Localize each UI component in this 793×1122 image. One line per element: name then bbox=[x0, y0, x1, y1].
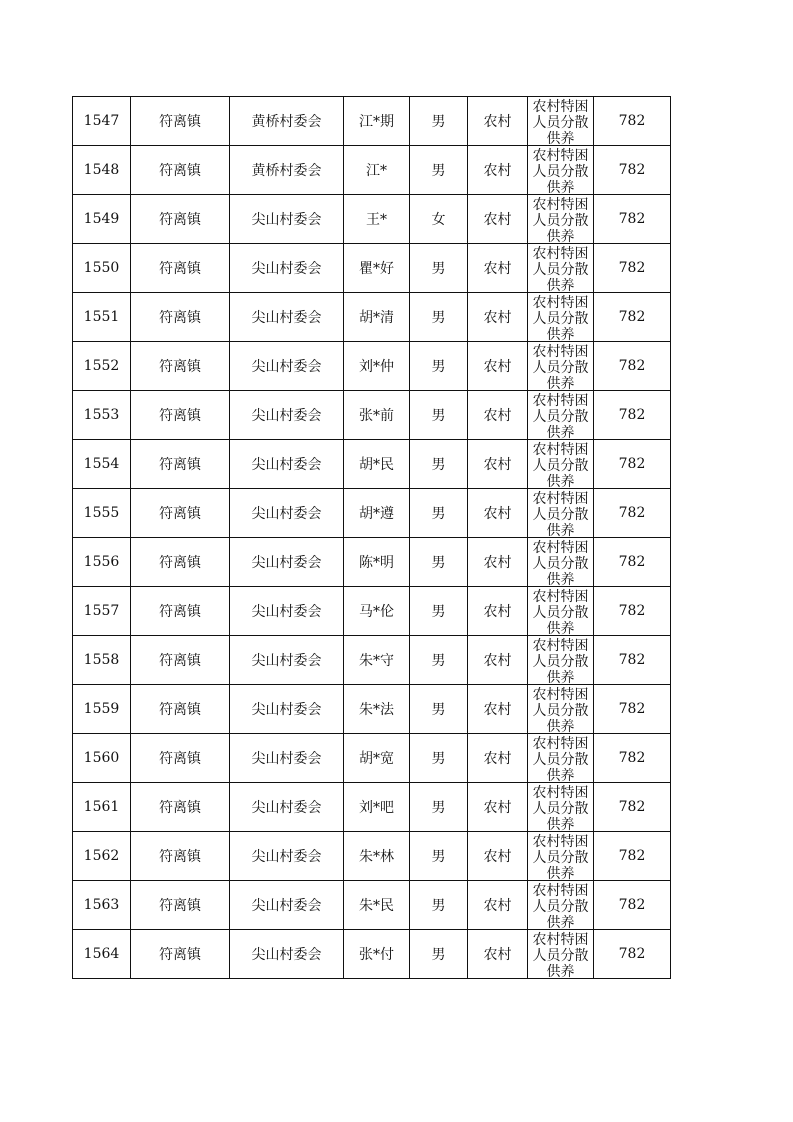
cell-area: 农村 bbox=[468, 244, 528, 293]
cell-village-committee: 尖山村委会 bbox=[230, 489, 344, 538]
cell-record-number: 1561 bbox=[73, 783, 131, 832]
table-row bbox=[73, 244, 671, 293]
cell-town: 符离镇 bbox=[131, 881, 230, 930]
cell-area: 农村 bbox=[468, 195, 528, 244]
cell-support-type bbox=[528, 832, 594, 881]
table-row bbox=[73, 636, 671, 685]
cell-amount: 782 bbox=[594, 342, 671, 391]
cell-area: 农村 bbox=[468, 587, 528, 636]
cell-gender: 男 bbox=[410, 636, 468, 685]
cell-support-type bbox=[528, 783, 594, 832]
cell-name: 马*伦 bbox=[344, 587, 410, 636]
cell-name: 胡*民 bbox=[344, 440, 410, 489]
cell-town: 符离镇 bbox=[131, 685, 230, 734]
cell-name: 刘*仲 bbox=[344, 342, 410, 391]
cell-gender: 男 bbox=[410, 342, 468, 391]
table-row bbox=[73, 587, 671, 636]
cell-support-type bbox=[528, 146, 594, 195]
cell-town: 符离镇 bbox=[131, 587, 230, 636]
table-row bbox=[73, 489, 671, 538]
cell-name: 朱*民 bbox=[344, 881, 410, 930]
support-type-text: 农村特困人员分散供养 bbox=[532, 196, 589, 243]
cell-record-number: 1555 bbox=[73, 489, 131, 538]
cell-record-number: 1562 bbox=[73, 832, 131, 881]
cell-support-type bbox=[528, 97, 594, 146]
cell-town: 符离镇 bbox=[131, 97, 230, 146]
cell-area: 农村 bbox=[468, 391, 528, 440]
cell-name: 胡*宽 bbox=[344, 734, 410, 783]
cell-amount: 782 bbox=[594, 391, 671, 440]
support-type-text: 农村特困人员分散供养 bbox=[532, 588, 589, 635]
cell-area: 农村 bbox=[468, 293, 528, 342]
cell-gender: 男 bbox=[410, 146, 468, 195]
cell-village-committee: 尖山村委会 bbox=[230, 832, 344, 881]
cell-support-type bbox=[528, 636, 594, 685]
table-body bbox=[73, 97, 671, 979]
cell-gender: 男 bbox=[410, 97, 468, 146]
cell-amount: 782 bbox=[594, 636, 671, 685]
cell-record-number: 1549 bbox=[73, 195, 131, 244]
cell-support-type bbox=[528, 342, 594, 391]
cell-support-type bbox=[528, 391, 594, 440]
table-row bbox=[73, 440, 671, 489]
cell-record-number: 1556 bbox=[73, 538, 131, 587]
cell-village-committee: 尖山村委会 bbox=[230, 734, 344, 783]
cell-record-number: 1554 bbox=[73, 440, 131, 489]
cell-area: 农村 bbox=[468, 685, 528, 734]
cell-gender: 男 bbox=[410, 685, 468, 734]
cell-name: 陈*明 bbox=[344, 538, 410, 587]
cell-gender: 男 bbox=[410, 489, 468, 538]
cell-area: 农村 bbox=[468, 342, 528, 391]
support-type-text: 农村特困人员分散供养 bbox=[532, 147, 589, 194]
cell-support-type bbox=[528, 734, 594, 783]
cell-area: 农村 bbox=[468, 930, 528, 979]
cell-record-number: 1563 bbox=[73, 881, 131, 930]
support-type-text: 农村特困人员分散供养 bbox=[532, 931, 589, 978]
table-row bbox=[73, 146, 671, 195]
cell-amount: 782 bbox=[594, 881, 671, 930]
table-row bbox=[73, 391, 671, 440]
cell-support-type bbox=[528, 195, 594, 244]
cell-gender: 男 bbox=[410, 930, 468, 979]
cell-town: 符离镇 bbox=[131, 342, 230, 391]
cell-support-type bbox=[528, 293, 594, 342]
cell-village-committee: 尖山村委会 bbox=[230, 342, 344, 391]
cell-amount: 782 bbox=[594, 195, 671, 244]
cell-name: 胡*清 bbox=[344, 293, 410, 342]
cell-village-committee: 尖山村委会 bbox=[230, 244, 344, 293]
cell-name: 朱*林 bbox=[344, 832, 410, 881]
cell-village-committee: 尖山村委会 bbox=[230, 391, 344, 440]
support-type-text: 农村特困人员分散供养 bbox=[532, 392, 589, 439]
support-type-text: 农村特困人员分散供养 bbox=[532, 833, 589, 880]
cell-village-committee: 尖山村委会 bbox=[230, 636, 344, 685]
table-row bbox=[73, 195, 671, 244]
cell-gender: 男 bbox=[410, 783, 468, 832]
beneficiary-table bbox=[72, 96, 671, 979]
cell-gender: 男 bbox=[410, 538, 468, 587]
cell-record-number: 1553 bbox=[73, 391, 131, 440]
cell-town: 符离镇 bbox=[131, 636, 230, 685]
cell-town: 符离镇 bbox=[131, 146, 230, 195]
cell-name: 王* bbox=[344, 195, 410, 244]
cell-amount: 782 bbox=[594, 783, 671, 832]
cell-amount: 782 bbox=[594, 440, 671, 489]
cell-town: 符离镇 bbox=[131, 293, 230, 342]
cell-village-committee: 黄桥村委会 bbox=[230, 97, 344, 146]
cell-town: 符离镇 bbox=[131, 440, 230, 489]
cell-record-number: 1558 bbox=[73, 636, 131, 685]
support-type-text: 农村特困人员分散供养 bbox=[532, 686, 589, 733]
cell-amount: 782 bbox=[594, 587, 671, 636]
cell-support-type bbox=[528, 685, 594, 734]
table-row bbox=[73, 734, 671, 783]
cell-area: 农村 bbox=[468, 832, 528, 881]
cell-name: 张*前 bbox=[344, 391, 410, 440]
support-type-text: 农村特困人员分散供养 bbox=[532, 441, 589, 488]
cell-record-number: 1557 bbox=[73, 587, 131, 636]
cell-area: 农村 bbox=[468, 783, 528, 832]
cell-name: 胡*遵 bbox=[344, 489, 410, 538]
support-type-text: 农村特困人员分散供养 bbox=[532, 735, 589, 782]
cell-area: 农村 bbox=[468, 538, 528, 587]
cell-village-committee: 尖山村委会 bbox=[230, 293, 344, 342]
cell-record-number: 1547 bbox=[73, 97, 131, 146]
cell-amount: 782 bbox=[594, 538, 671, 587]
support-type-text: 农村特困人员分散供养 bbox=[532, 245, 589, 292]
cell-support-type bbox=[528, 587, 594, 636]
cell-gender: 男 bbox=[410, 440, 468, 489]
cell-record-number: 1564 bbox=[73, 930, 131, 979]
cell-area: 农村 bbox=[468, 97, 528, 146]
support-type-text: 农村特困人员分散供养 bbox=[532, 98, 589, 145]
support-type-text: 农村特困人员分散供养 bbox=[532, 539, 589, 586]
cell-village-committee: 尖山村委会 bbox=[230, 440, 344, 489]
table-row bbox=[73, 930, 671, 979]
table-row bbox=[73, 881, 671, 930]
cell-village-committee: 尖山村委会 bbox=[230, 587, 344, 636]
cell-record-number: 1551 bbox=[73, 293, 131, 342]
support-type-text: 农村特困人员分散供养 bbox=[532, 784, 589, 831]
support-type-text: 农村特困人员分散供养 bbox=[532, 490, 589, 537]
cell-gender: 男 bbox=[410, 832, 468, 881]
support-type-text: 农村特困人员分散供养 bbox=[532, 882, 589, 929]
table-row bbox=[73, 538, 671, 587]
cell-name: 刘*吧 bbox=[344, 783, 410, 832]
cell-record-number: 1552 bbox=[73, 342, 131, 391]
cell-town: 符离镇 bbox=[131, 244, 230, 293]
cell-amount: 782 bbox=[594, 930, 671, 979]
table-row bbox=[73, 342, 671, 391]
cell-gender: 男 bbox=[410, 244, 468, 293]
cell-area: 农村 bbox=[468, 146, 528, 195]
cell-record-number: 1560 bbox=[73, 734, 131, 783]
cell-area: 农村 bbox=[468, 734, 528, 783]
cell-village-committee: 黄桥村委会 bbox=[230, 146, 344, 195]
cell-support-type bbox=[528, 538, 594, 587]
support-type-text: 农村特困人员分散供养 bbox=[532, 637, 589, 684]
cell-support-type bbox=[528, 930, 594, 979]
cell-name: 江*期 bbox=[344, 97, 410, 146]
cell-village-committee: 尖山村委会 bbox=[230, 195, 344, 244]
cell-support-type bbox=[528, 881, 594, 930]
table-row bbox=[73, 832, 671, 881]
table-row bbox=[73, 685, 671, 734]
cell-gender: 女 bbox=[410, 195, 468, 244]
cell-gender: 男 bbox=[410, 391, 468, 440]
cell-village-committee: 尖山村委会 bbox=[230, 881, 344, 930]
cell-village-committee: 尖山村委会 bbox=[230, 538, 344, 587]
cell-town: 符离镇 bbox=[131, 930, 230, 979]
cell-name: 张*付 bbox=[344, 930, 410, 979]
cell-town: 符离镇 bbox=[131, 832, 230, 881]
cell-amount: 782 bbox=[594, 734, 671, 783]
cell-amount: 782 bbox=[594, 685, 671, 734]
cell-town: 符离镇 bbox=[131, 489, 230, 538]
cell-town: 符离镇 bbox=[131, 734, 230, 783]
cell-support-type bbox=[528, 244, 594, 293]
cell-amount: 782 bbox=[594, 832, 671, 881]
cell-name: 江* bbox=[344, 146, 410, 195]
cell-village-committee: 尖山村委会 bbox=[230, 930, 344, 979]
cell-record-number: 1559 bbox=[73, 685, 131, 734]
cell-area: 农村 bbox=[468, 489, 528, 538]
cell-town: 符离镇 bbox=[131, 391, 230, 440]
cell-area: 农村 bbox=[468, 440, 528, 489]
cell-name: 瞿*好 bbox=[344, 244, 410, 293]
cell-area: 农村 bbox=[468, 636, 528, 685]
cell-gender: 男 bbox=[410, 293, 468, 342]
cell-town: 符离镇 bbox=[131, 783, 230, 832]
cell-amount: 782 bbox=[594, 293, 671, 342]
cell-gender: 男 bbox=[410, 587, 468, 636]
cell-record-number: 1548 bbox=[73, 146, 131, 195]
cell-gender: 男 bbox=[410, 734, 468, 783]
cell-amount: 782 bbox=[594, 97, 671, 146]
cell-name: 朱*守 bbox=[344, 636, 410, 685]
cell-village-committee: 尖山村委会 bbox=[230, 685, 344, 734]
table-row bbox=[73, 783, 671, 832]
cell-gender: 男 bbox=[410, 881, 468, 930]
cell-support-type bbox=[528, 489, 594, 538]
cell-amount: 782 bbox=[594, 489, 671, 538]
cell-amount: 782 bbox=[594, 244, 671, 293]
table-row bbox=[73, 97, 671, 146]
table-row bbox=[73, 293, 671, 342]
cell-village-committee: 尖山村委会 bbox=[230, 783, 344, 832]
cell-support-type bbox=[528, 440, 594, 489]
cell-area: 农村 bbox=[468, 881, 528, 930]
cell-town: 符离镇 bbox=[131, 195, 230, 244]
cell-name: 朱*法 bbox=[344, 685, 410, 734]
cell-amount: 782 bbox=[594, 146, 671, 195]
support-type-text: 农村特困人员分散供养 bbox=[532, 294, 589, 341]
support-type-text: 农村特困人员分散供养 bbox=[532, 343, 589, 390]
cell-record-number: 1550 bbox=[73, 244, 131, 293]
cell-town: 符离镇 bbox=[131, 538, 230, 587]
